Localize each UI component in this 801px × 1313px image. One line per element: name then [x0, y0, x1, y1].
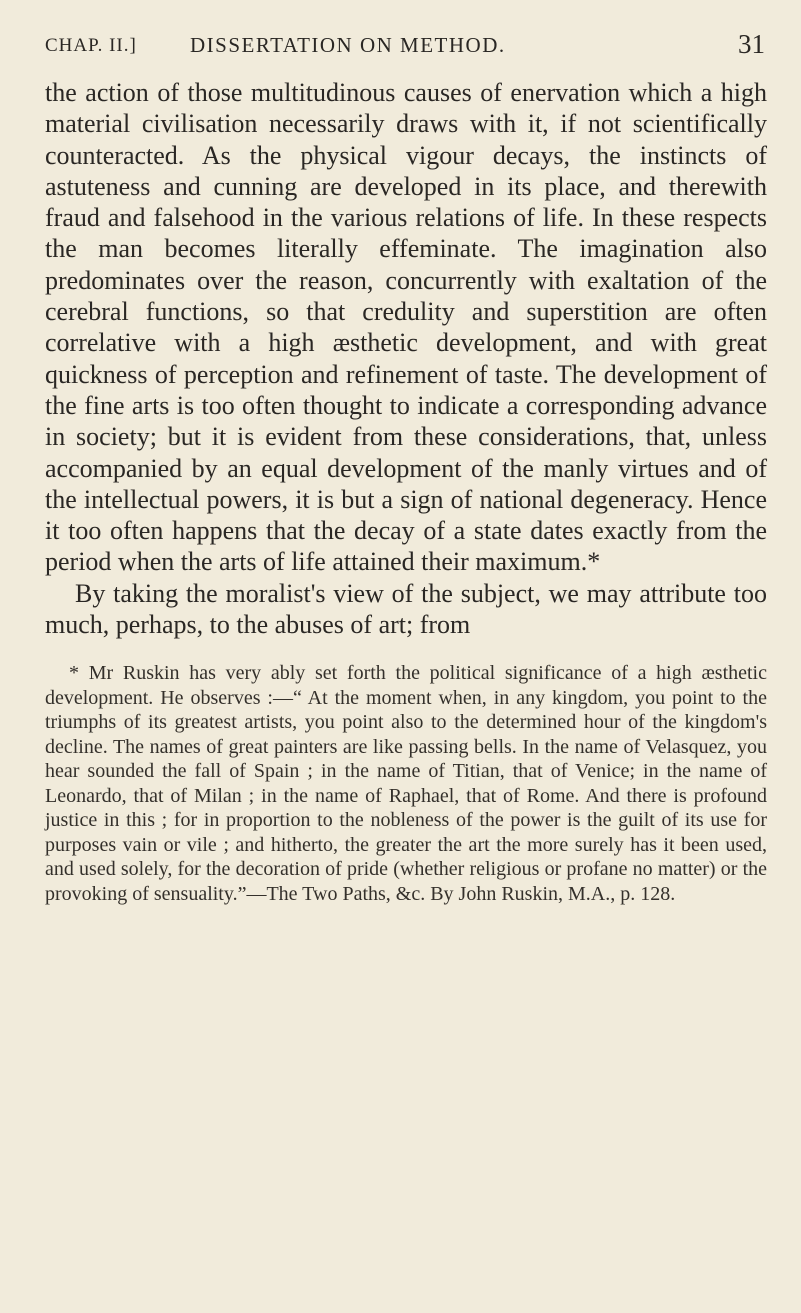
footnote — [45, 661, 767, 906]
page-number: 31 — [738, 29, 765, 59]
main-text — [45, 77, 767, 640]
paragraph-2: By taking the moralist's view of the subject, we may attribute too much, perhaps, to the abuses of art; from — [45, 578, 767, 640]
footnote-text: * Mr Ruskin has very ably set forth the political significance of a high æsthetic development. He observes :—“ At the moment when, in any kingdom, you point to the triumphs of its greatest artists, you point also to the determined hour of the kingdom's decline. The names of great painters are like passing bells. In the name of Velasquez, you hear sounded the fall of Spain ; in the name of Titian, that of Venice; in the name of Leonardo, that of Milan ; in the name of Raphael, that of Rome. And there is profound justice in this ; for in proportion to the nobleness of the power is the guilt of its use for purposes vain or vile ; and hitherto, the greater the art the more surely has it been used, and used solely, for the decoration of pride (whether religious or profane no matter) or the provoking of sensuality.”—The Two Paths, &c. By John Ruskin, M.A., p. 128. — [45, 662, 767, 905]
running-head — [45, 29, 765, 67]
chapter-label: CHAP. II.] — [45, 35, 137, 56]
running-title: DISSERTATION ON METHOD. — [190, 33, 506, 57]
paragraph-1: the action of those multitudinous causes of enervation which a high material civilisation necessarily draws with it, if not scientifically counteracted. As the physical vigour decays, the instincts of astuteness and cunning are developed in its place, and therewith fraud and falsehood in the various relations of life. In these respects the man becomes literally effeminate. The imagination also predominates over the reason, concurrently with exaltation of the cerebral functions, so that credulity and superstition are often correlative with a high æsthetic development, and with great quickness of perception and refinement of taste. The development of the fine arts is too often thought to indicate a corresponding advance in society; but it is evident from these considerations, that, unless accompanied by an equal development of the manly virtues and of the intellectual powers, it is but a sign of national degeneracy. Hence it too often happens that the decay of a state dates exactly from the period when the arts of life attained their maximum.* — [45, 78, 767, 577]
